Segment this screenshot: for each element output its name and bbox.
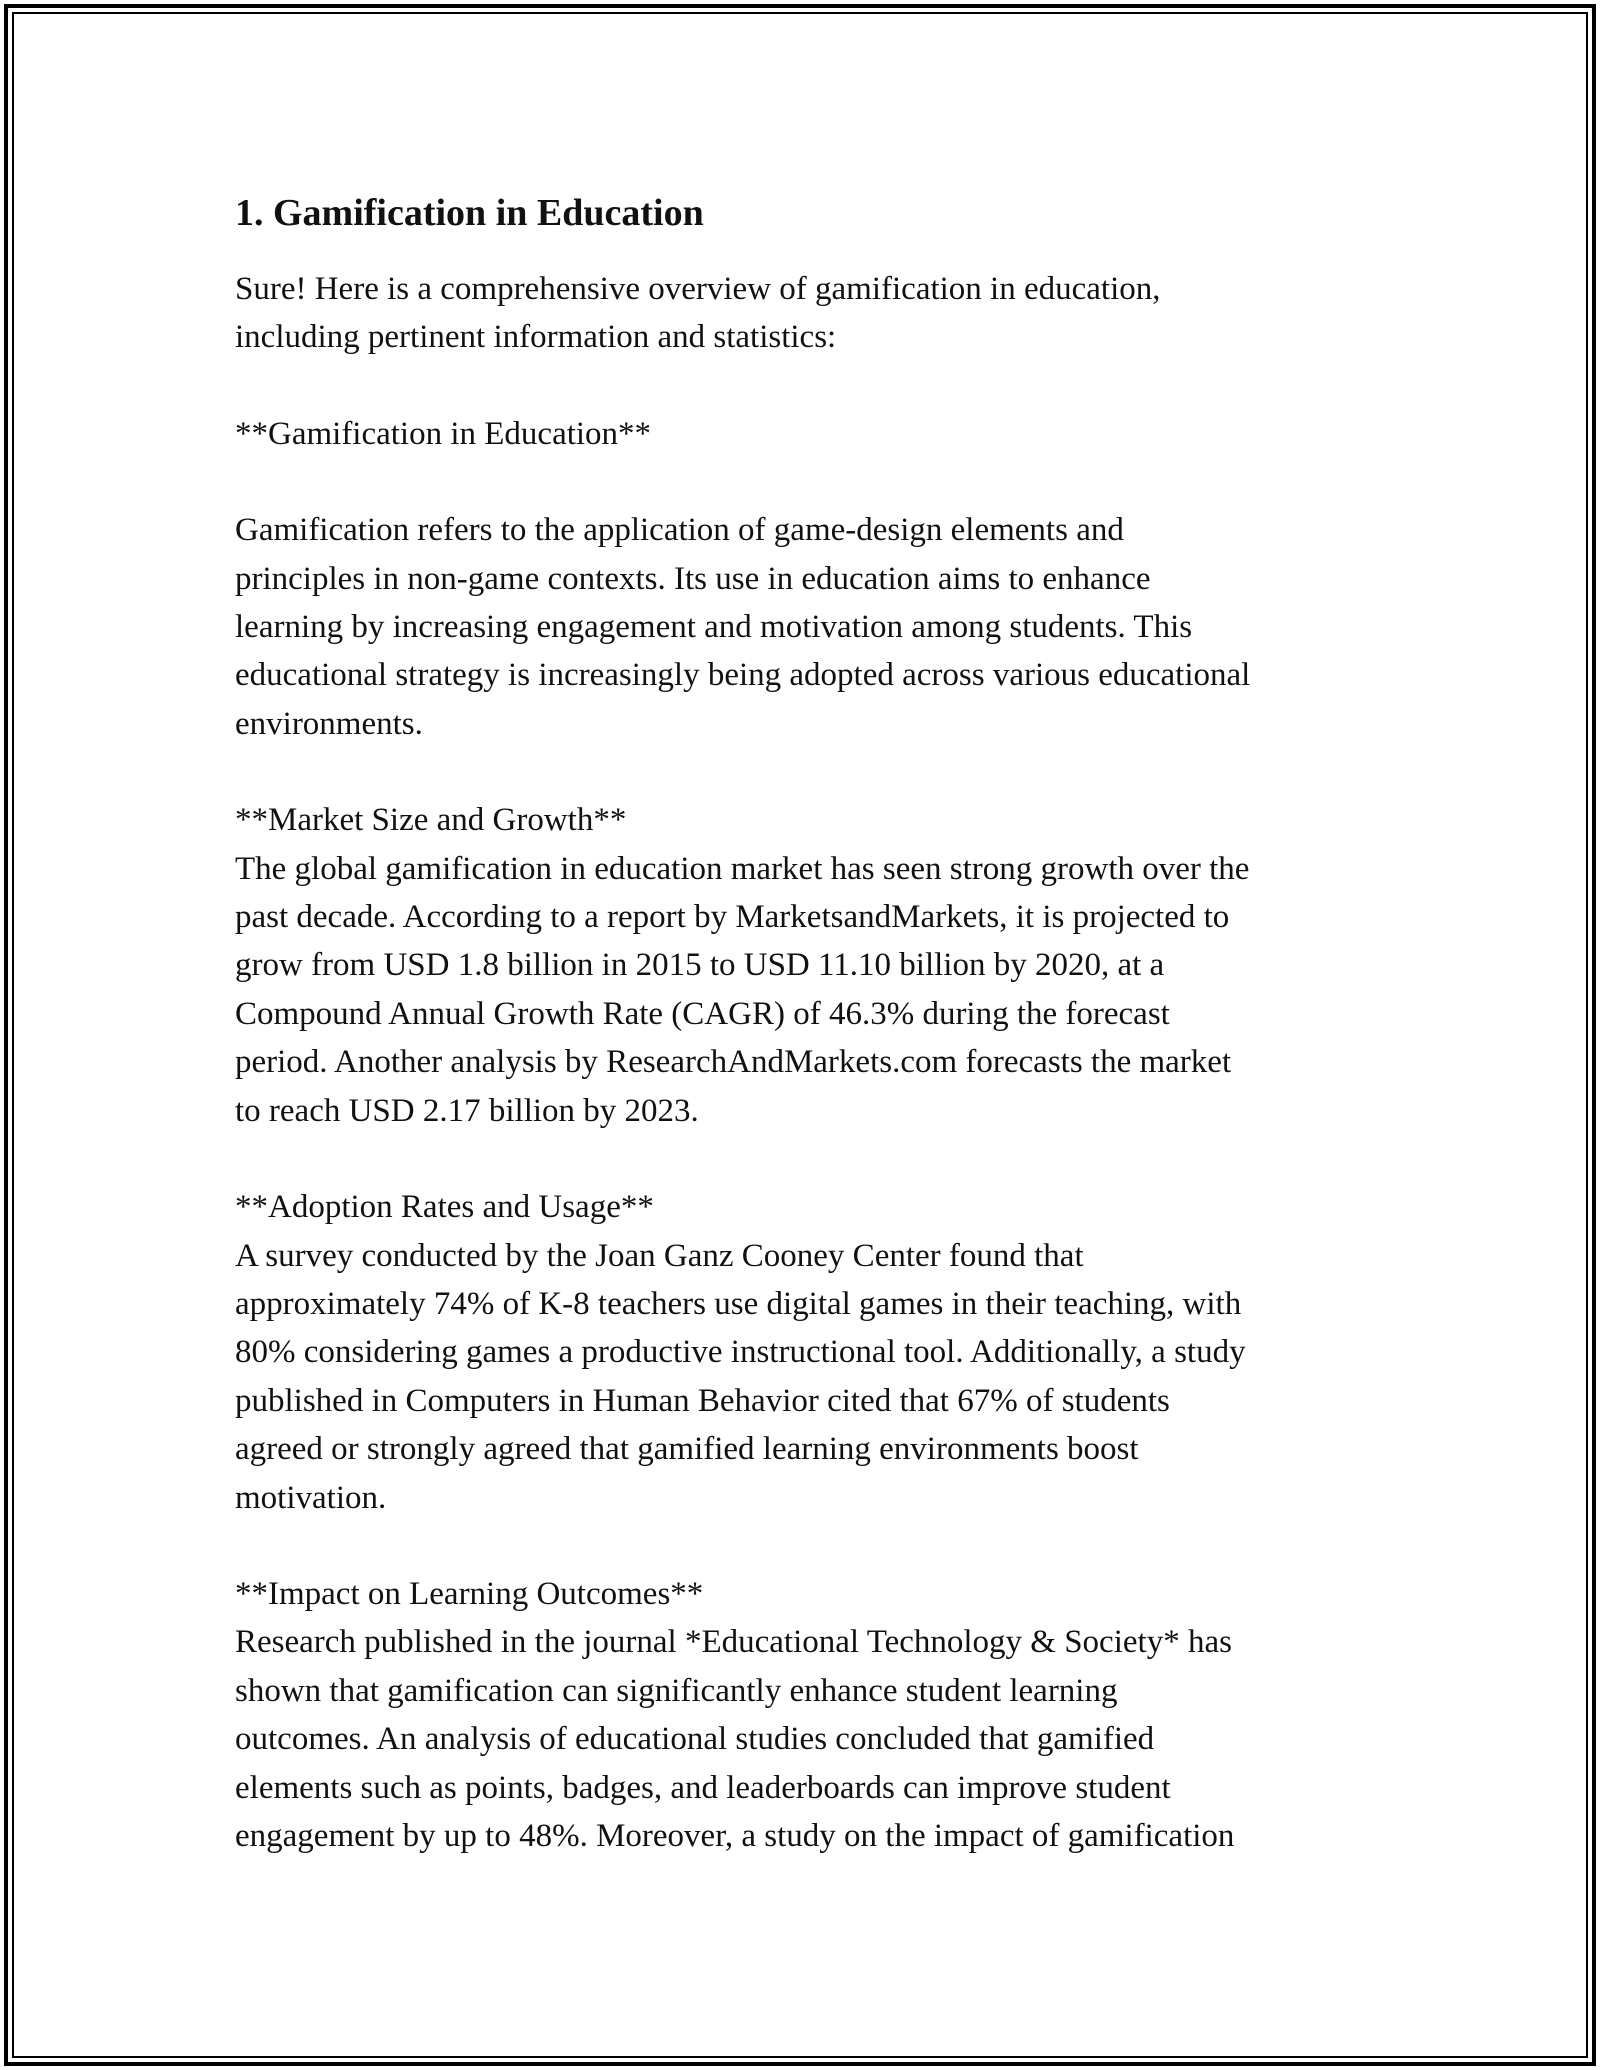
text-line: motivation. xyxy=(235,1479,387,1516)
document-heading: 1. Gamification in Education xyxy=(235,192,704,234)
text-line: published in Computers in Human Behavior cited that 67% of students xyxy=(235,1382,1170,1419)
document-body xyxy=(235,185,1375,1908)
text-line: **Gamification in Education** xyxy=(235,415,652,452)
text-line: Gamification refers to the application of game-design elements and xyxy=(235,512,1124,549)
text-line: Compound Annual Growth Rate (CAGR) of 46.3% during the forecast xyxy=(235,995,1170,1032)
text-line: environments. xyxy=(235,705,423,742)
adoption-section xyxy=(235,1183,1375,1522)
text-line: educational strategy is increasingly being adopted across various educational xyxy=(235,657,1251,694)
text-line: grow from USD 1.8 billion in 2015 to USD 11.10 billion by 2020, at a xyxy=(235,947,1165,984)
text-line: period. Another analysis by ResearchAndMarkets.com forecasts the market xyxy=(235,1044,1232,1081)
text-line: to reach USD 2.17 billion by 2023. xyxy=(235,1092,699,1129)
section-title-main xyxy=(235,410,1375,458)
text-line: engagement by up to 48%. Moreover, a study on the impact of gamification xyxy=(235,1817,1235,1854)
text-line: Sure! Here is a comprehensive overview of gamification in education, xyxy=(235,271,1161,307)
text-line: past decade. According to a report by MarketsandMarkets, it is projected to xyxy=(235,899,1230,936)
definition-paragraph xyxy=(235,506,1375,748)
impact-section xyxy=(235,1570,1375,1860)
section-title: **Impact on Learning Outcomes** xyxy=(235,1575,704,1612)
text-line: agreed or strongly agreed that gamified learning environments boost xyxy=(235,1431,1139,1468)
section-title: **Adoption Rates and Usage** xyxy=(235,1189,654,1226)
text-line: The global gamification in education market has seen strong growth over the xyxy=(235,850,1250,887)
text-line: including pertinent information and statistics: xyxy=(235,319,837,356)
text-line: A survey conducted by the Joan Ganz Cooney Center found that xyxy=(235,1237,1084,1274)
text-line: Research published in the journal *Educational Technology & Society* has xyxy=(235,1624,1232,1661)
text-line: shown that gamification can significantly enhance student learning xyxy=(235,1672,1118,1709)
section-title: **Market Size and Growth** xyxy=(235,802,627,839)
text-line: approximately 74% of K-8 teachers use digital games in their teaching, with xyxy=(235,1285,1242,1322)
text-line: elements such as points, badges, and leaderboards can improve student xyxy=(235,1769,1171,1806)
text-line: learning by increasing engagement and motivation among students. This xyxy=(235,609,1193,646)
text-line: principles in non-game contexts. Its use in education aims to enhance xyxy=(235,560,1151,597)
text-line: outcomes. An analysis of educational studies concluded that gamified xyxy=(235,1721,1155,1758)
text-line: 80% considering games a productive instructional tool. Additionally, a study xyxy=(235,1334,1246,1371)
intro-paragraph xyxy=(235,265,1375,362)
market-section xyxy=(235,796,1375,1135)
